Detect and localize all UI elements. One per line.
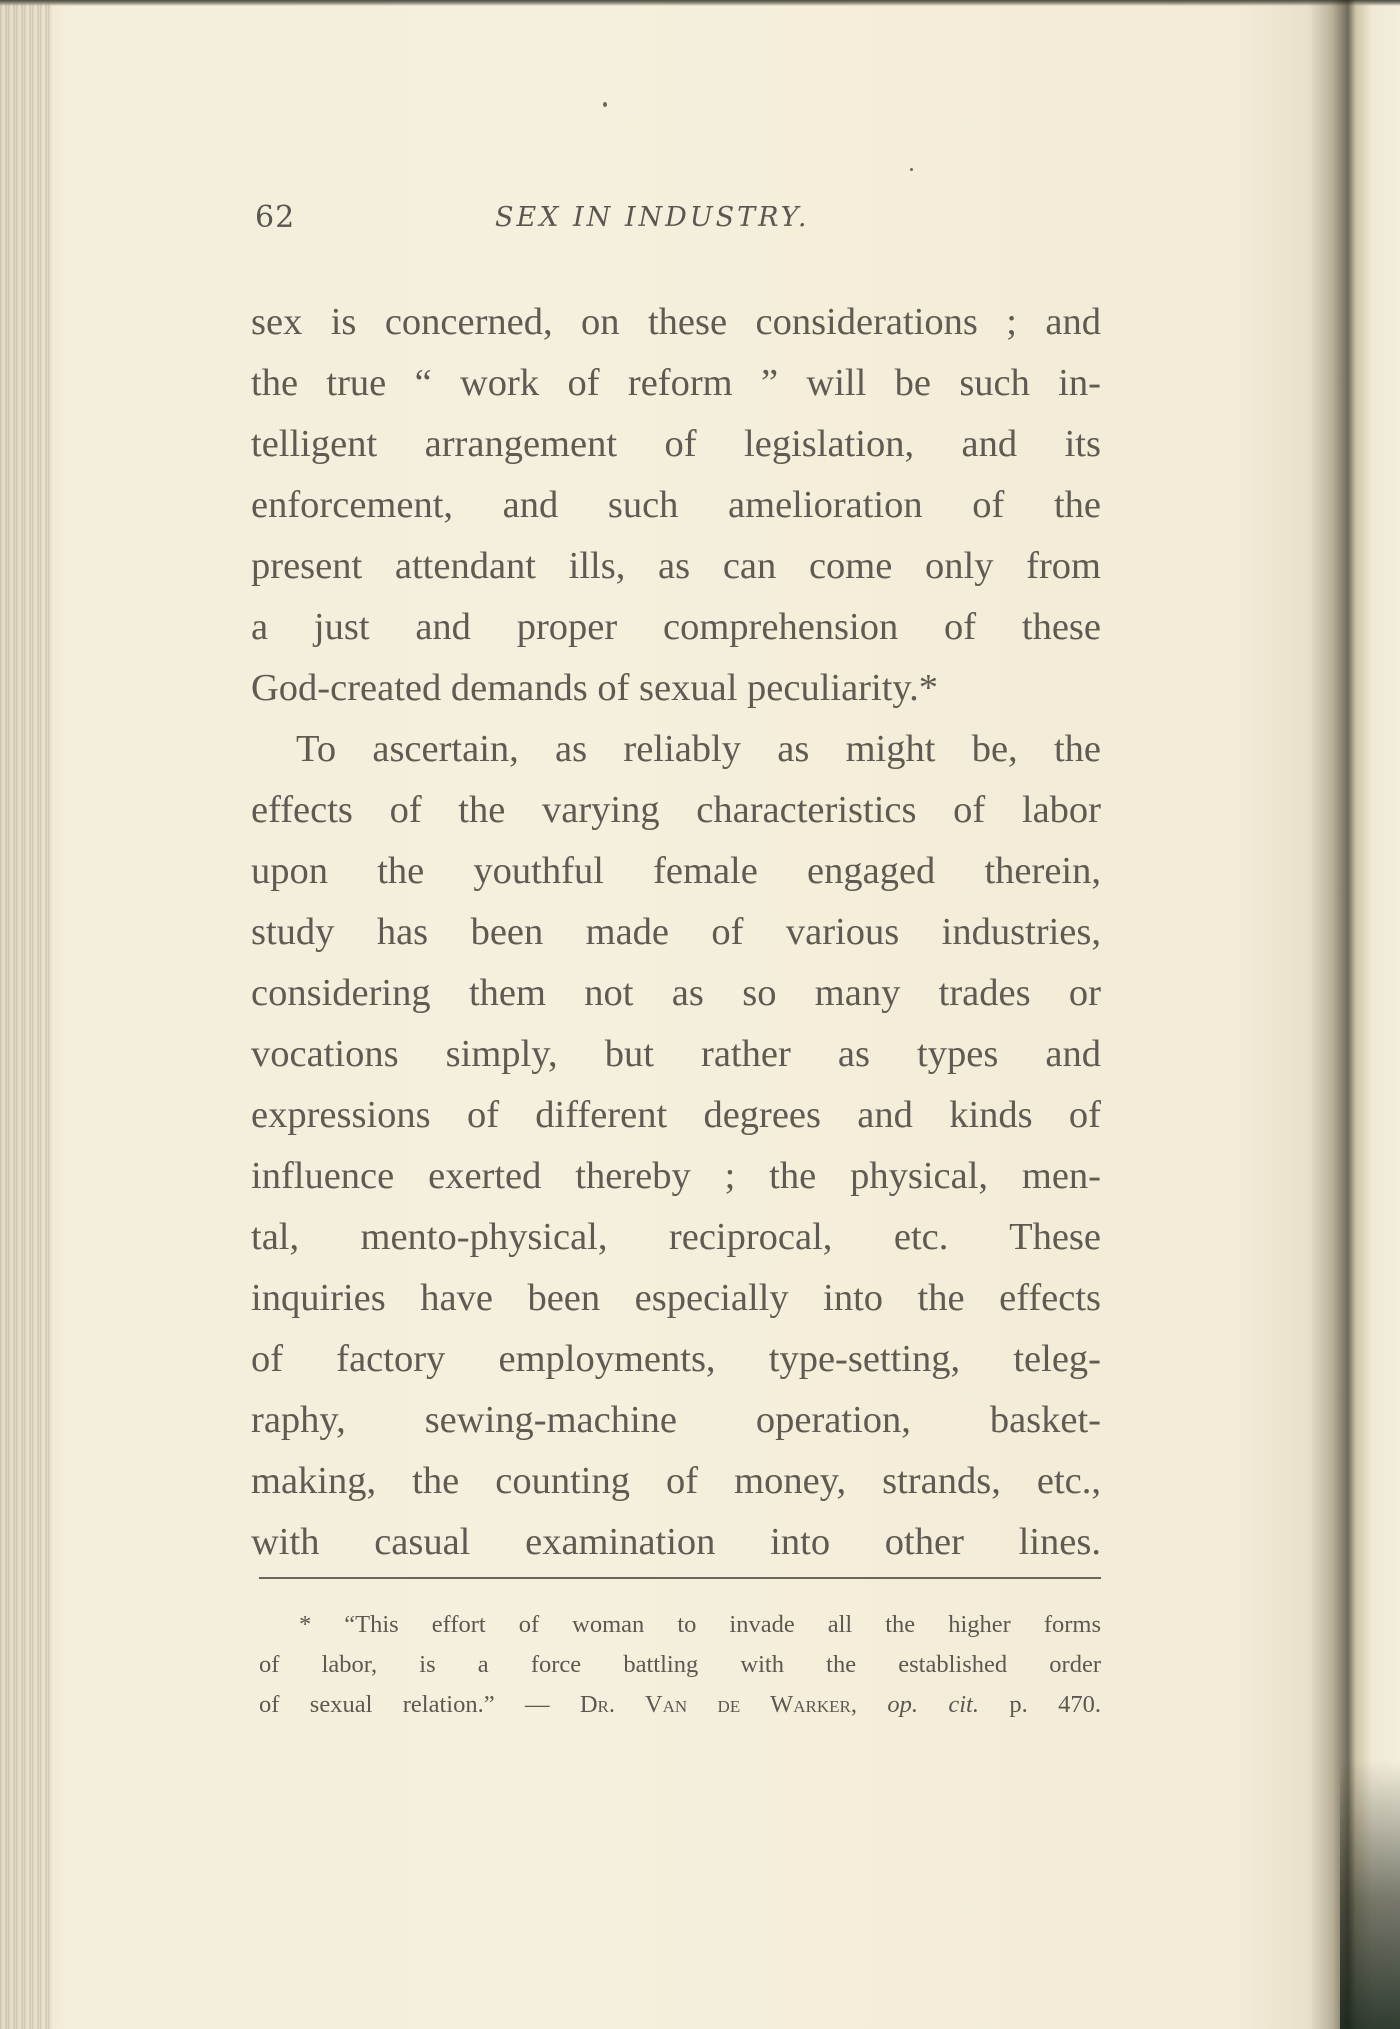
text-line: study has been made of various industries, [251,911,1101,953]
running-head [255,200,1105,248]
text-line: telligent arrangement of legislation, and its [251,423,1101,465]
text-line: upon the youthful female engaged therein, [251,850,1101,892]
running-title: SEX IN INDUSTRY. [495,202,810,233]
text-line: enforcement, and such amelioration of the [251,484,1101,526]
corner-shadow [1340,1760,1400,2029]
binding-gutter [0,0,52,2029]
footnote-page-ref: p. 470. [1009,1691,1101,1718]
text-line: tal, mento-physical, reciprocal, etc. These [251,1216,1101,1258]
text-line: raphy, sewing-machine operation, basket- [251,1399,1101,1441]
text-line: God-created demands of sexual peculiarity.* [251,667,939,709]
footnote-citation: op. cit. [887,1691,979,1718]
text-line: present attendant ills, as can come only from [251,545,1101,587]
footnote-line: of labor, is a force battling with the established order [259,1651,1101,1678]
text-line: expressions of different degrees and kinds of [251,1094,1101,1136]
text-line: inquiries have been especially into the effects [251,1277,1101,1319]
ink-speck [603,102,607,107]
text-line: of factory employments, type-setting, teleg- [251,1338,1101,1380]
right-page-edge [1308,0,1356,2029]
text-line: To ascertain, as reliably as might be, the [296,728,1101,770]
footnote-line [259,1685,1101,1725]
top-page-edge [0,0,1400,6]
page-number: 62 [255,200,296,235]
footnote [259,1605,1101,1725]
footnote-line: * “This effort of woman to invade all the higher forms [299,1611,1101,1638]
text-line: the true “ work of reform ” will be such in- [251,362,1101,404]
body-text [251,292,1101,1573]
footnote-rule [259,1577,1101,1579]
text-line: influence exerted thereby ; the physical, men- [251,1155,1101,1197]
text-line: sex is concerned, on these considerations ; and [251,301,1101,343]
text-line: a just and proper comprehension of these [251,606,1101,648]
footnote-text: of sexual relation.” — [259,1691,580,1718]
text-line: considering them not as so many trades or [251,972,1101,1014]
ink-speck [910,168,913,171]
text-line: with casual examination into other lines. [251,1521,1101,1563]
text-line: vocations simply, but rather as types and [251,1033,1101,1075]
text-line: effects of the varying characteristics of labor [251,789,1101,831]
footnote-author: Dr. Van de Warker, [579,1691,857,1718]
text-line: making, the counting of money, strands, etc., [251,1460,1101,1502]
